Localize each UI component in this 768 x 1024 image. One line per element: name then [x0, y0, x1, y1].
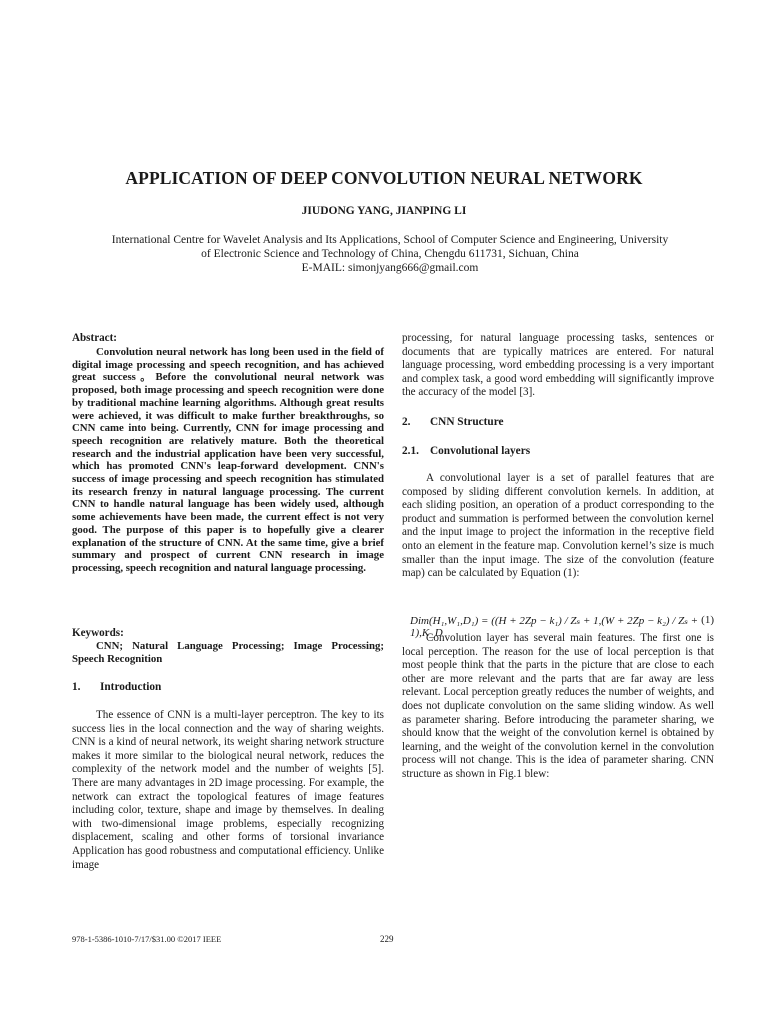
- convolutional-layers-text: A convolutional layer is a set of parallel features that are composed by sliding different convolution kernels. In addition, at each sliding position, an operation of a product corresponding to the product and summation is performed between the convolution kernel and the input image to project the information in the receptive field onto an element in the feature map. Convolution kernel’s size is much smaller than the input image. The size of the convolution (feature map) can be calculated by Equation (1):: [402, 472, 714, 580]
- section-1-number: 1.: [72, 681, 81, 693]
- section-2-1-number: 2.1.: [402, 445, 419, 457]
- introduction-text: The essence of CNN is a multi-layer perceptron. The key to its success lies in the local connection and the way of sharing weights. CNN is a kind of neural network, its weight sharing network structure makes it more similar to the biological neural network, reduces the complexity of the network model and the number of weights [5]. There are many advantages in 2D image processing. For example, the network can extract the topological features of image features including color, texture, shape and image by themselves. In dealing with two-dimensional image problems, especially recognizing displacement, scaling and other forms of torsional invariance Application has good robustness and computational efficiency. Unlike image: [72, 709, 384, 871]
- section-1-title: Introduction: [100, 681, 162, 693]
- section-2-1-heading: [402, 445, 714, 459]
- intro-continued-text: processing, for natural language processing tasks, sentences or documents that are typically matrices are entered. For natural language processing, word embedding processing is a very important and complex task, a good word embedding will significantly improve the accuracy of the model [3].: [402, 332, 714, 399]
- section-2-title: CNN Structure: [430, 416, 504, 428]
- equation-1: [402, 612, 714, 639]
- email: E-MAIL: simonjyang666@gmail.com: [301, 262, 479, 274]
- keywords-heading: Keywords:: [72, 627, 124, 639]
- section-1-heading: [72, 681, 384, 695]
- paper-title: APPLICATION OF DEEP CONVOLUTION NEURAL NETWORK: [125, 168, 643, 188]
- equation-1-number: (1): [701, 614, 714, 626]
- page-number: 229: [380, 934, 394, 944]
- equation-1-formula: Dim(H₁,W₁,D₁) = ((H + 2Zp − k₁) / Zₛ + 1,(W + 2Zp − k₂) / Zₛ + 1),K_D: [410, 615, 699, 639]
- abstract-heading: Abstract:: [72, 332, 117, 344]
- abstract-text: Convolution neural network has long been used in the field of digital image processing and speech recognition, and has achieved great success。Before the convolutional neural network was proposed, both image processing and speech recognition were done by traditional machine learning algorithms. Although great results were achieved, it was difficult to make further breakthroughs, so CNN came into being. Currently, CNN for image processing and speech recognition are relatively mature. Both the theoretical research and the industrial application have been very successful, which has promoted CNN's leap-forward development. CNN's success of image processing and speech recognition has stimulated its research frenzy in natural language processing. The current CNN to handle natural language has been widely used, although some achievements have been made, the current effect is not very good. The purpose of this paper is to hopefully give a clearer explanation of the structure of CNN. At the same time, give a brief summary and prospect of current CNN research in image processing, speech recognition and natural language processing.: [72, 346, 384, 574]
- affiliation-line-1: International Centre for Wavelet Analysis and Its Applications, School of Computer Science and Engineering, University: [111, 234, 669, 246]
- affiliation-line-2: of Electronic Science and Technology of China, Chengdu 611731, Sichuan, China: [201, 248, 579, 260]
- affiliation: [70, 233, 710, 275]
- features-text: Convolution layer has several main features. The first one is local perception. The reason for the use of local perception is that most people think that the parts in the picture that are close to each other are more relevant and the parts that are far away are less relevant. Local perception greatly reduces the number of weights, and does not duplicate convolution on the same sliding window. As well as parameter sharing. Before introducing the parameter sharing, we should know that the weight of the convolution kernel is obtained by learning, and the weight of the convolution kernel in the convolution process will not change. This is the idea of parameter sharing. CNN structure as shown in Fig.1 blew:: [402, 632, 714, 780]
- authors: JIUDONG YANG, JIANPING LI: [301, 205, 467, 217]
- isbn-footer: 978-1-5386-1010-7/17/$31.00 ©2017 IEEE: [72, 934, 222, 944]
- section-2-heading: [402, 416, 714, 430]
- section-2-number: 2.: [402, 416, 411, 428]
- section-2-1-title: Convolutional layers: [430, 445, 531, 457]
- keywords-text: CNN; Natural Language Processing; Image Processing; Speech Recognition: [72, 640, 384, 665]
